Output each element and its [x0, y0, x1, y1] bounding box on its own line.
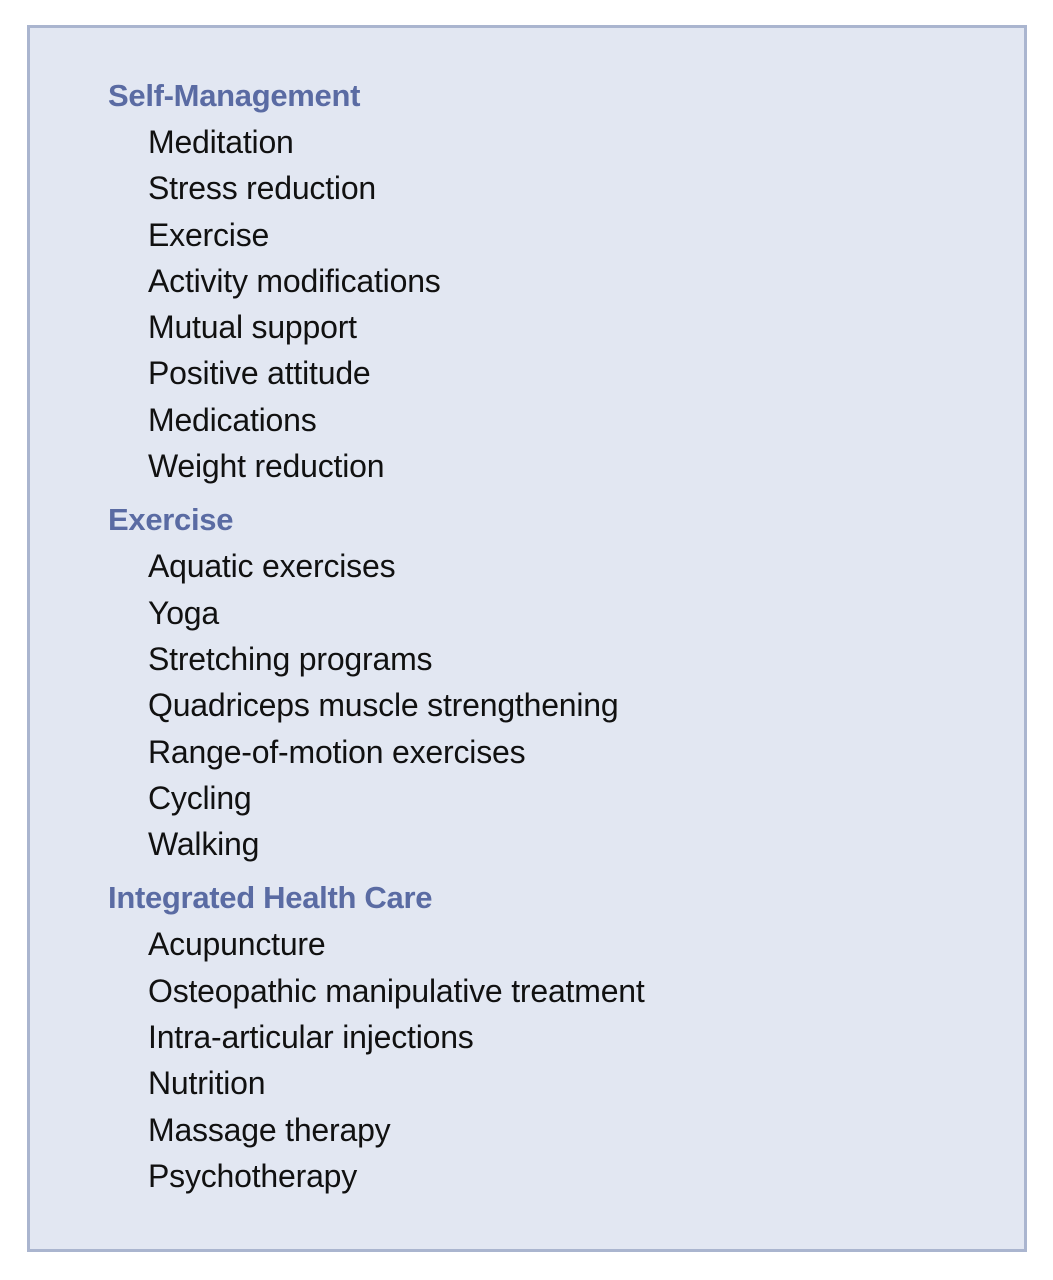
section-exercise	[108, 497, 1004, 867]
list-item: Range-of-motion exercises	[148, 733, 526, 770]
item-list	[108, 543, 1004, 867]
item-list	[108, 921, 1004, 1199]
section-heading: Integrated Health Care	[108, 880, 433, 916]
section-self-management	[108, 73, 1004, 489]
item-list	[108, 119, 1004, 489]
list-item: Osteopathic manipulative treatment	[148, 972, 645, 1009]
section-integrated-health-care	[108, 875, 1004, 1199]
list-item: Positive attitude	[148, 355, 371, 392]
list-item: Stress reduction	[148, 170, 377, 207]
treatment-options-box	[27, 25, 1027, 1252]
section-heading: Self-Management	[108, 78, 361, 113]
list-item: Stretching programs	[148, 640, 433, 677]
list-item: Intra-articular injections	[148, 1019, 474, 1056]
list-item: Yoga	[148, 594, 219, 631]
list-item: Medications	[148, 401, 317, 438]
list-item: Exercise	[148, 216, 270, 253]
list-item: Nutrition	[148, 1065, 266, 1102]
list-item: Cycling	[148, 779, 252, 816]
list-item: Meditation	[148, 124, 294, 160]
list-item: Aquatic exercises	[148, 548, 396, 585]
section-heading: Exercise	[108, 502, 234, 538]
treatment-options-content	[108, 73, 1004, 1199]
list-item: Quadriceps muscle strengthening	[148, 687, 619, 724]
list-item: Acupuncture	[148, 926, 326, 963]
list-item: Weight reduction	[148, 448, 385, 485]
list-item: Mutual support	[148, 309, 357, 346]
list-item: Activity modifications	[148, 262, 441, 299]
list-item: Psychotherapy	[148, 1157, 358, 1194]
list-item: Massage therapy	[148, 1111, 391, 1148]
list-item: Walking	[148, 826, 260, 863]
